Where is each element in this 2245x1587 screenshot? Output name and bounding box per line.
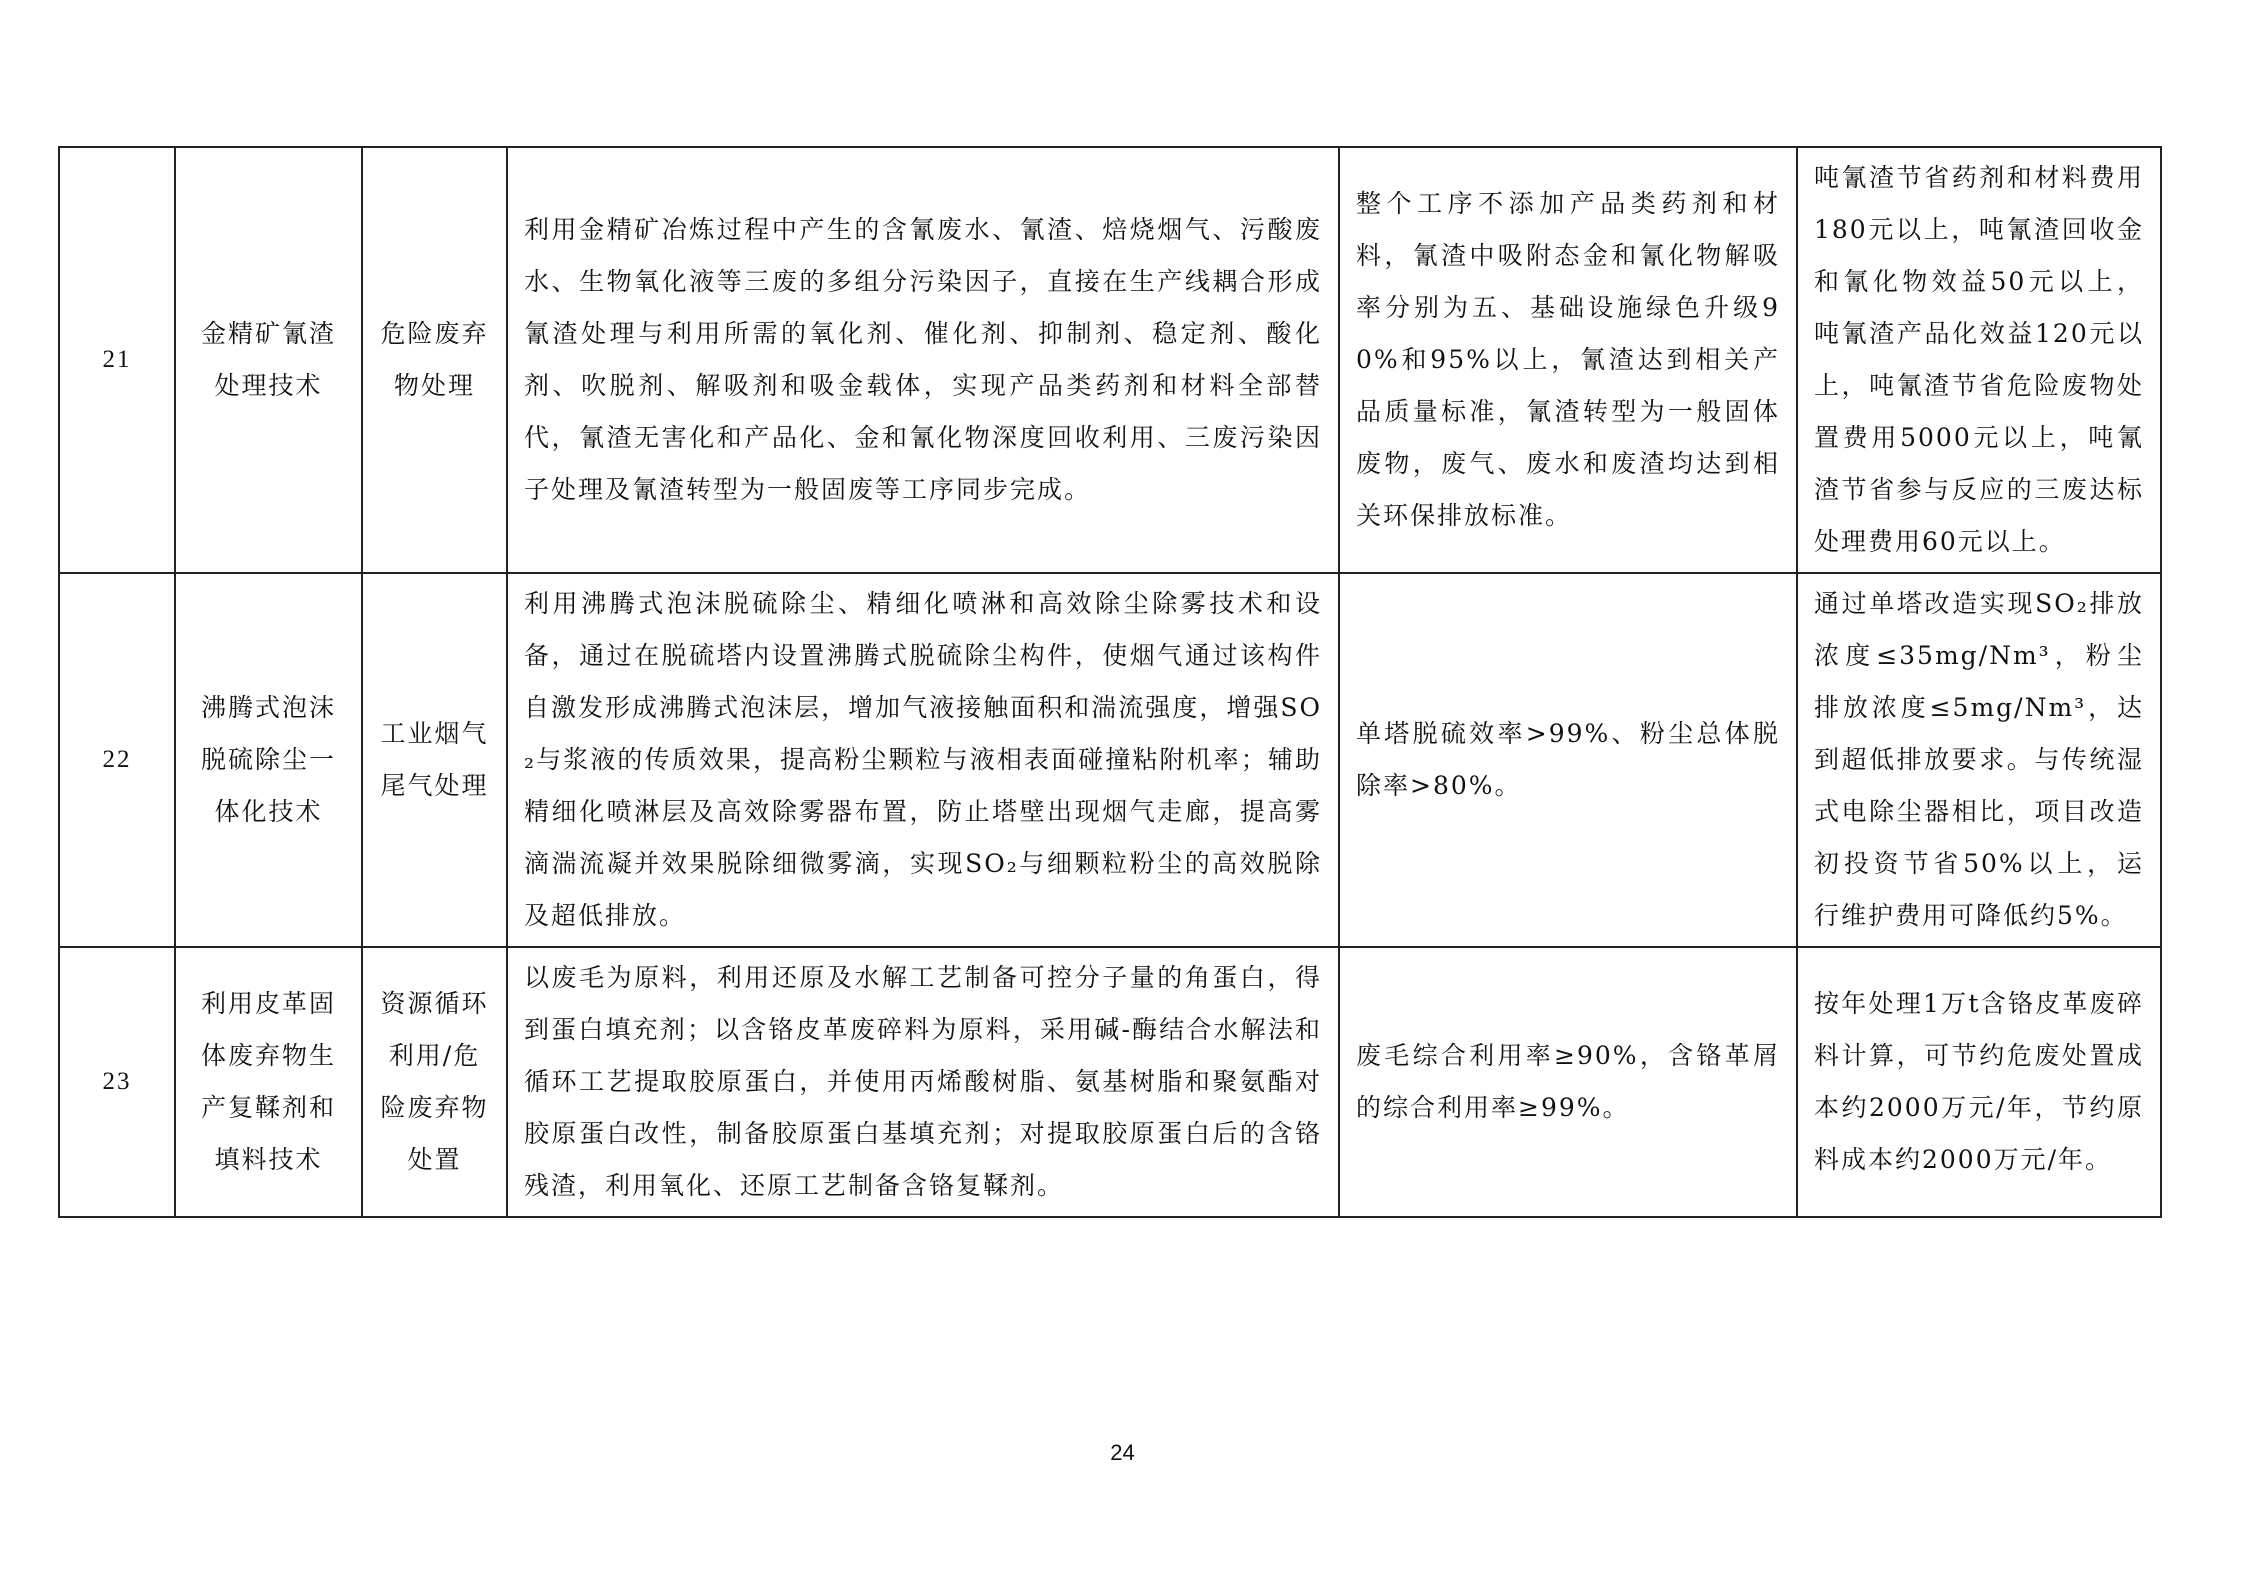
technology-table <box>58 146 2162 1218</box>
row-number: 22 <box>59 573 175 947</box>
table-row <box>59 147 2161 573</box>
technology-description: 利用沸腾式泡沫脱硫除尘、精细化喷淋和高效除尘除雾技术和设备，通过在脱硫塔内设置沸腾式脱硫除尘构件，使烟气通过该构件自激发形成沸腾式泡沫层，增加气液接触面积和湍流强度，增强SO₂与浆液的传质效果，提高粉尘颗粒与液相表面碰撞粘附机率；辅助精细化喷淋层及高效除雾器布置，防止塔壁出现烟气走廊，提高雾滴湍流凝并效果脱除细微雾滴，实现SO₂与细颗粒粉尘的高效脱除及超低排放。 <box>507 573 1339 947</box>
technology-benefits: 吨氰渣节省药剂和材料费用180元以上，吨氰渣回收金和氰化物效益50元以上，吨氰渣产品化效益120元以上，吨氰渣节省危险废物处置费用5000元以上，吨氰渣节省参与反应的三废达标处理费用60元以上。 <box>1797 147 2161 573</box>
technology-category: 工业烟气尾气处理 <box>362 573 507 947</box>
technology-benefits: 通过单塔改造实现SO₂排放浓度≤35mg/Nm³，粉尘排放浓度≤5mg/Nm³，达到超低排放要求。与传统湿式电除尘器相比，项目改造初投资节省50%以上，运行维护费用可降低约5%。 <box>1797 573 2161 947</box>
page-number: 24 <box>1110 1440 1135 1465</box>
technology-name: 利用皮革固体废弃物生产复鞣剂和填料技术 <box>175 947 362 1217</box>
row-number: 23 <box>59 947 175 1217</box>
technology-description: 以废毛为原料，利用还原及水解工艺制备可控分子量的角蛋白，得到蛋白填充剂；以含铬皮革废碎料为原料，采用碱-酶结合水解法和循环工艺提取胶原蛋白，并使用丙烯酸树脂、氨基树脂和聚氨酯对胶原蛋白改性，制备胶原蛋白基填充剂；对提取胶原蛋白后的含铬残渣，利用氧化、还原工艺制备含铬复鞣剂。 <box>507 947 1339 1217</box>
technology-category: 危险废弃物处理 <box>362 147 507 573</box>
technology-indicators: 整个工序不添加产品类药剂和材料，氰渣中吸附态金和氰化物解吸率分别为五、基础设施绿色升级90%和95%以上，氰渣达到相关产品质量标准，氰渣转型为一般固体废物，废气、废水和废渣均达到相关环保排放标准。 <box>1339 147 1797 573</box>
technology-description: 利用金精矿冶炼过程中产生的含氰废水、氰渣、焙烧烟气、污酸废水、生物氧化液等三废的多组分污染因子，直接在生产线耦合形成氰渣处理与利用所需的氧化剂、催化剂、抑制剂、稳定剂、酸化剂、吹脱剂、解吸剂和吸金载体，实现产品类药剂和材料全部替代，氰渣无害化和产品化、金和氰化物深度回收利用、三废污染因子处理及氰渣转型为一般固废等工序同步完成。 <box>507 147 1339 573</box>
technology-category: 资源循环利用/危险废弃物处置 <box>362 947 507 1217</box>
table-row <box>59 947 2161 1217</box>
technology-benefits: 按年处理1万t含铬皮革废碎料计算，可节约危废处置成本约2000万元/年，节约原料成本约2000万元/年。 <box>1797 947 2161 1217</box>
technology-indicators: 单塔脱硫效率>99%、粉尘总体脱除率>80%。 <box>1339 573 1797 947</box>
technology-name: 金精矿氰渣处理技术 <box>175 147 362 573</box>
technology-indicators: 废毛综合利用率≥90%，含铬革屑的综合利用率≥99%。 <box>1339 947 1797 1217</box>
table-row <box>59 573 2161 947</box>
technology-name: 沸腾式泡沫脱硫除尘一体化技术 <box>175 573 362 947</box>
row-number: 21 <box>59 147 175 573</box>
